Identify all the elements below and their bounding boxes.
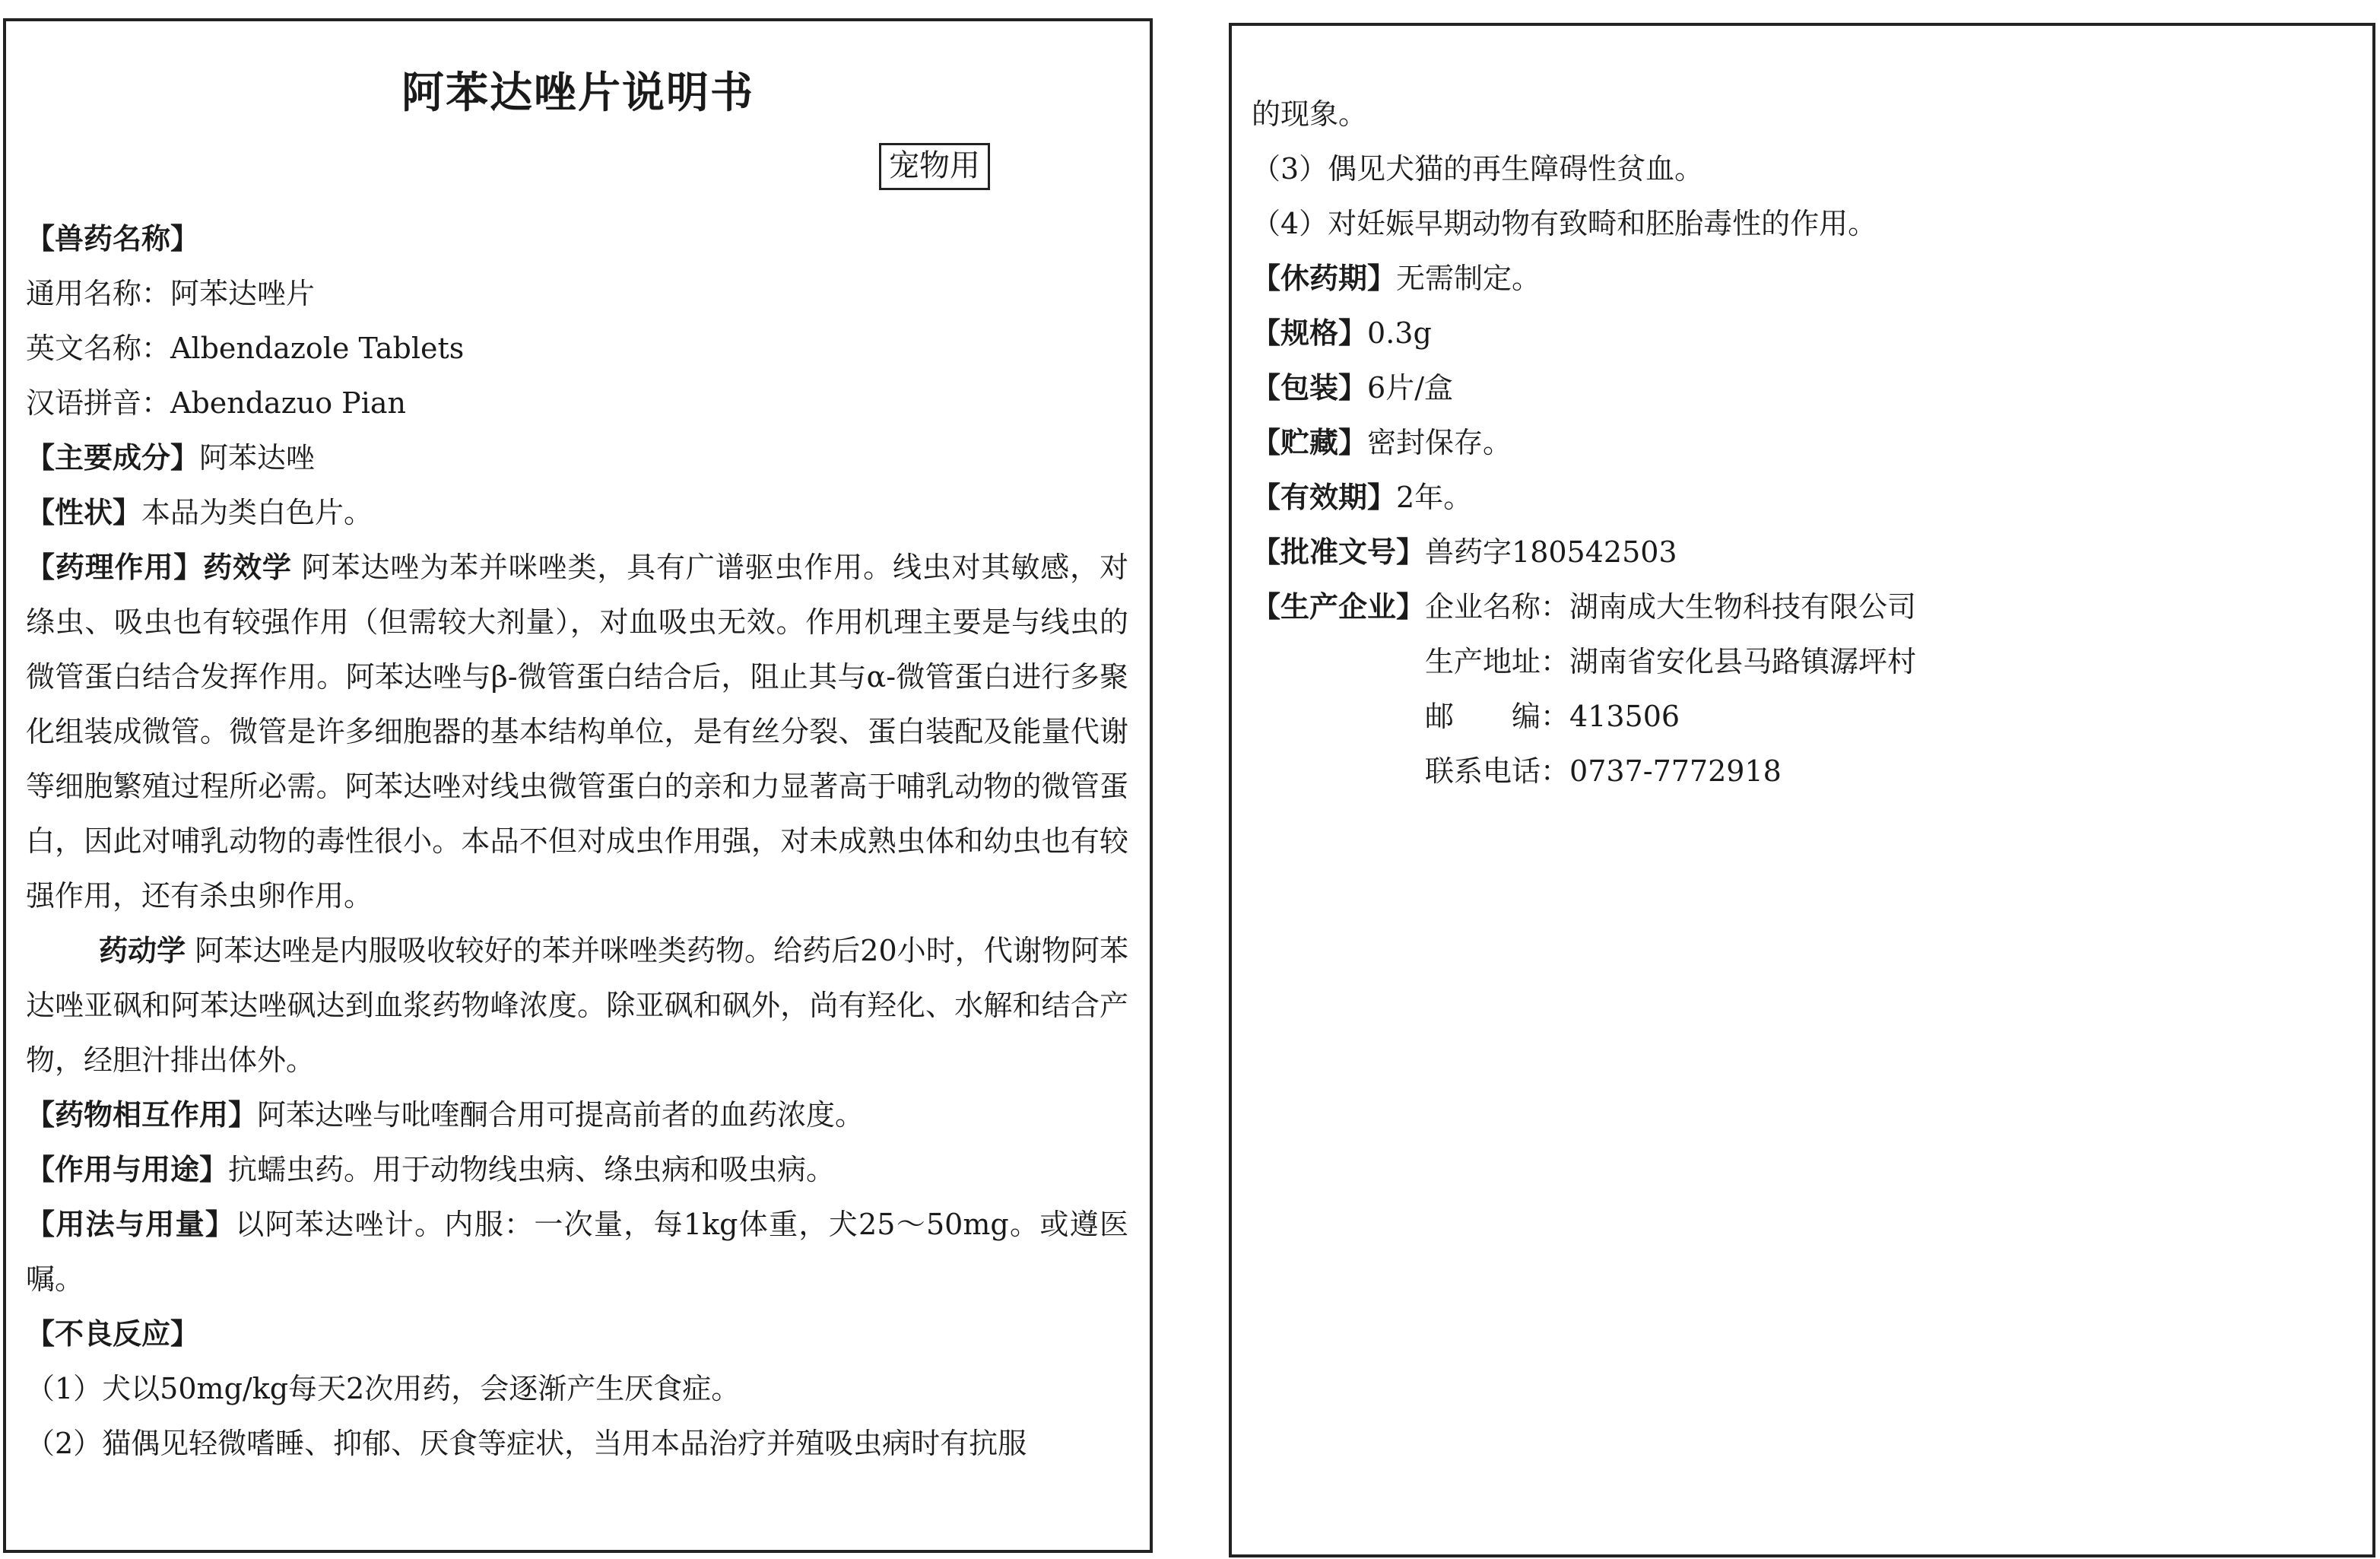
interaction-section [26, 1087, 1128, 1142]
character-value: 本品为类白色片。 [141, 496, 373, 529]
spec-value: 0.3g [1367, 316, 1432, 350]
pharmacology-label: 【药理作用】 [26, 551, 204, 584]
adverse-item-2-continued: 的现象。 [1252, 97, 1368, 131]
withdrawal-section [1252, 251, 2351, 306]
company-address: 生产地址：湖南省安化县马路镇潺坪村 [1425, 645, 1917, 678]
dosage-label: 【用法与用量】 [26, 1208, 236, 1241]
ingredient-value: 阿苯达唑 [199, 441, 316, 475]
pharmacokinetics-text: 阿苯达唑是内服吸收较好的苯并咪唑类药物。给药后20小时，代谢物阿苯达唑亚砜和阿苯达唑砜达到血浆药物峰浓度。除亚砜和砜外，尚有羟化、水解和结合产物，经胆汁排出体外。 [26, 934, 1128, 1077]
left-panel [3, 18, 1153, 1553]
pharmacodynamics-label: 药效学 [203, 551, 292, 584]
document-title: 阿苯达唑片说明书 [401, 68, 754, 118]
validity-label: 【有效期】 [1252, 481, 1397, 514]
pharmacokinetics-paragraph [26, 923, 1128, 1087]
storage-section [1252, 415, 2351, 470]
pet-use-badge: 宠物用 [879, 143, 990, 190]
dosage-section [26, 1197, 1128, 1307]
company-name: 企业名称：湖南成大生物科技有限公司 [1425, 590, 1917, 624]
validity-section [1252, 470, 2351, 525]
english-name: 英文名称：Albendazole Tablets [26, 332, 465, 365]
adverse-item-3: （3）偶见犬猫的再生障碍性贫血。 [1252, 152, 1704, 186]
adverse-item-4: （4）对妊娠早期动物有致畸和胚胎毒性的作用。 [1252, 207, 1877, 240]
common-name: 通用名称：阿苯达唑片 [26, 277, 316, 310]
package-label: 【包装】 [1252, 371, 1368, 405]
pharmacodynamics-paragraph [26, 540, 1128, 923]
interaction-value: 阿苯达唑与吡喹酮合用可提高前者的血药浓度。 [257, 1098, 865, 1132]
interaction-label: 【药物相互作用】 [26, 1098, 258, 1132]
name-heading: 【兽药名称】 [26, 222, 200, 256]
spec-section [1252, 306, 2351, 360]
manufacturer-details [1425, 579, 2351, 799]
adverse-heading: 【不良反应】 [26, 1317, 200, 1351]
manufacturer-section [1252, 579, 2351, 799]
storage-label: 【贮藏】 [1252, 426, 1368, 459]
ingredient-label: 【主要成分】 [26, 441, 200, 475]
use-label: 【作用与用途】 [26, 1153, 229, 1186]
approval-section [1252, 525, 2351, 579]
withdrawal-label: 【休药期】 [1252, 262, 1397, 295]
pharmacokinetics-label: 药动学 [99, 934, 186, 967]
right-panel [1229, 23, 2375, 1557]
ingredient-section [26, 430, 1128, 485]
validity-value: 2年。 [1396, 481, 1473, 514]
storage-value: 密封保存。 [1367, 426, 1512, 459]
character-label: 【性状】 [26, 496, 142, 529]
dosage-value: 以阿苯达唑计。内服：一次量，每1kg体重，犬25～50mg。或遵医嘱。 [26, 1208, 1128, 1296]
adverse-item-2: （2）猫偶见轻微嗜睡、抑郁、厌食等症状，当用本品治疗并殖吸虫病时有抗服 [26, 1427, 1027, 1460]
spec-label: 【规格】 [1252, 316, 1368, 350]
company-postcode: 邮 编：413506 [1425, 700, 1680, 733]
pinyin-name: 汉语拼音：Abendazuo Pian [26, 386, 407, 420]
use-section [26, 1142, 1128, 1197]
package-section [1252, 360, 2351, 415]
approval-value: 兽药字180542503 [1425, 535, 1677, 569]
manufacturer-label: 【生产企业】 [1252, 590, 1426, 624]
character-section [26, 485, 1128, 540]
package-value: 6片/盒 [1367, 371, 1453, 405]
approval-label: 【批准文号】 [1252, 535, 1426, 569]
withdrawal-value: 无需制定。 [1396, 262, 1541, 295]
use-value: 抗蠕虫药。用于动物线虫病、绦虫病和吸虫病。 [228, 1153, 836, 1186]
left-content [26, 211, 1128, 1471]
right-content [1252, 87, 2351, 799]
pharmacodynamics-text: 阿苯达唑为苯并咪唑类，具有广谱驱虫作用。线虫对其敏感，对绦虫、吸虫也有较强作用（但需较大剂量），对血吸虫无效。作用机理主要是与线虫的微管蛋白结合发挥作用。阿苯达唑与β-微管蛋白结合后，阻止其与α-微管蛋白进行多聚化组装成微管。微管是许多细胞器的基本结构单位，是有丝分裂、蛋白装配及能量代谢等细胞繁殖过程所必需。阿苯达唑对线虫微管蛋白的亲和力显著高于哺乳动物的微管蛋白，因此对哺乳动物的毒性很小。本品不但对成虫作用强，对未成熟虫体和幼虫也有较强作用，还有杀虫卵作用。 [26, 551, 1128, 913]
company-phone: 联系电话：0737-7772918 [1425, 754, 1782, 788]
adverse-item-1: （1）犬以50mg/kg每天2次用药，会逐渐产生厌食症。 [26, 1372, 741, 1405]
